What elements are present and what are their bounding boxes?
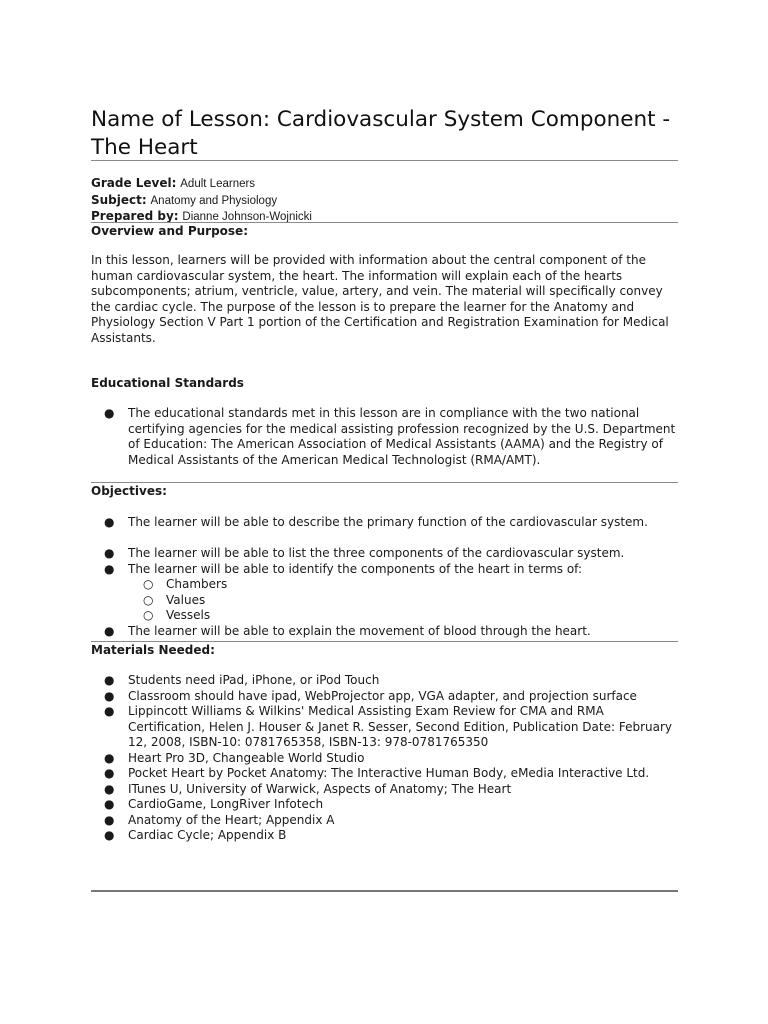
bullet-icon: ● (104, 750, 115, 765)
lesson-title: Name of Lesson: Cardiovascular System Component - The Heart (91, 107, 671, 160)
list-item (91, 751, 681, 767)
list-item (91, 624, 681, 640)
grade-level-value: Adult Learners (180, 178, 256, 190)
list-item (91, 546, 681, 562)
sublist-item (128, 593, 681, 609)
grade-level-label: Grade Level: (91, 176, 177, 190)
list-item (91, 704, 681, 751)
list-item (91, 673, 681, 689)
objectives-list (91, 515, 681, 639)
materials-list (91, 673, 681, 844)
bullet-icon: ● (104, 766, 115, 780)
list-item (91, 828, 681, 844)
heart-components-sublist (128, 577, 681, 624)
sublist-item (128, 608, 681, 624)
subitem-text: Vessels (166, 608, 211, 622)
overview-paragraph: In this lesson, learners will be provided with information about the central component of the human cardiovascular system, the heart. The information will explain each of the hearts subcomponents; atrium, ventricle, value, artery, and vein. The material will specifically convey the cardiac cycle. The purpose of the lesson is to prepare the learner for the Anatomy and Physiology Section V Part 1 portion of the Certification and Registration Examination for Medical Assistants. (91, 253, 669, 345)
subitem-text: Chambers (166, 577, 228, 591)
prepared-by-label: Prepared by: (91, 209, 179, 223)
material-text: Lippincott Williams & Wilkins' Medical Assisting Exam Review for CMA and RMA Certification, Helen J. Houser & Janet R. Sesser, Second Edition, Publication Date: February 12, 2008, ISBN-10: 0781765358, ISBN-13: 978-0781765350 (128, 704, 672, 749)
sublist-item (128, 577, 681, 593)
standards-heading: Educational Standards (91, 376, 244, 390)
bullet-icon: ● (104, 812, 115, 827)
material-text: ITunes U, University of Warwick, Aspects of Anatomy; The Heart (128, 781, 512, 796)
bullet-icon: ● (104, 781, 115, 796)
circle-bullet-icon: ○ (143, 592, 154, 607)
material-text: Students need iPad, iPhone, or iPod Touch (128, 673, 380, 687)
title-divider (91, 160, 678, 161)
list-item (91, 406, 681, 468)
list-item (91, 515, 681, 531)
circle-bullet-icon: ○ (143, 577, 154, 591)
material-text: Heart Pro 3D, Changeable World Studio (128, 750, 365, 765)
standards-list (91, 406, 681, 468)
objective-text: The learner will be able to describe the primary function of the cardiovascular system. (128, 515, 648, 529)
list-item (91, 766, 681, 782)
overview-heading: Overview and Purpose: (91, 224, 248, 238)
bullet-icon: ● (104, 561, 115, 576)
subject-label: Subject: (91, 192, 147, 207)
bullet-icon: ● (104, 688, 115, 703)
material-text: CardioGame, LongRiver Infotech (128, 797, 324, 811)
bullet-icon: ● (104, 406, 115, 420)
circle-bullet-icon: ○ (143, 608, 154, 622)
bullet-icon: ● (104, 704, 115, 718)
materials-divider (91, 890, 678, 892)
material-text: Pocket Heart by Pocket Anatomy: The Interactive Human Body, eMedia Interactive Ltd. (128, 766, 650, 780)
material-text: Cardiac Cycle; Appendix B (128, 828, 287, 842)
subject-row (91, 193, 678, 210)
list-item (91, 797, 681, 813)
materials-heading: Materials Needed: (91, 643, 215, 657)
material-text: Anatomy of the Heart; Appendix A (128, 812, 335, 827)
objective-text: The learner will be able to list the three components of the cardiovascular system. (128, 546, 625, 560)
bullet-icon: ● (104, 673, 115, 687)
objectives-heading: Objectives: (91, 484, 167, 498)
bullet-icon: ● (104, 797, 115, 811)
document-page (91, 0, 678, 1024)
prepared-by-value: Dianne Johnson-Wojnicki (182, 211, 312, 223)
list-item (91, 813, 681, 829)
bullet-icon: ● (104, 546, 115, 560)
standards-divider (91, 482, 678, 483)
grade-level-row (91, 176, 678, 193)
bullet-icon: ● (104, 515, 115, 529)
meta-divider (91, 222, 678, 223)
subitem-text: Values (166, 592, 206, 607)
objectives-divider (91, 641, 678, 642)
bullet-icon: ● (104, 828, 115, 842)
list-item (91, 782, 681, 798)
bullet-icon: ● (104, 623, 115, 638)
list-item (91, 562, 681, 624)
lesson-meta (91, 176, 678, 226)
standards-item-text: The educational standards met in this lesson are in compliance with the two national certifying agencies for the medical assisting profession recognized by the U.S. Department of Education: The American Association of Medical Assistants (AAMA) and the Registry of Medical Assistants of the American Medical Technologist (RMA/AMT). (128, 406, 676, 467)
objective-text: The learner will be able to explain the movement of blood through the heart. (128, 623, 591, 638)
objective-text: The learner will be able to identify the components of the heart in terms of: (128, 561, 583, 576)
material-text: Classroom should have ipad, WebProjector app, VGA adapter, and projection surface (128, 688, 637, 703)
list-item (91, 689, 681, 705)
subject-value: Anatomy and Physiology (150, 194, 278, 207)
